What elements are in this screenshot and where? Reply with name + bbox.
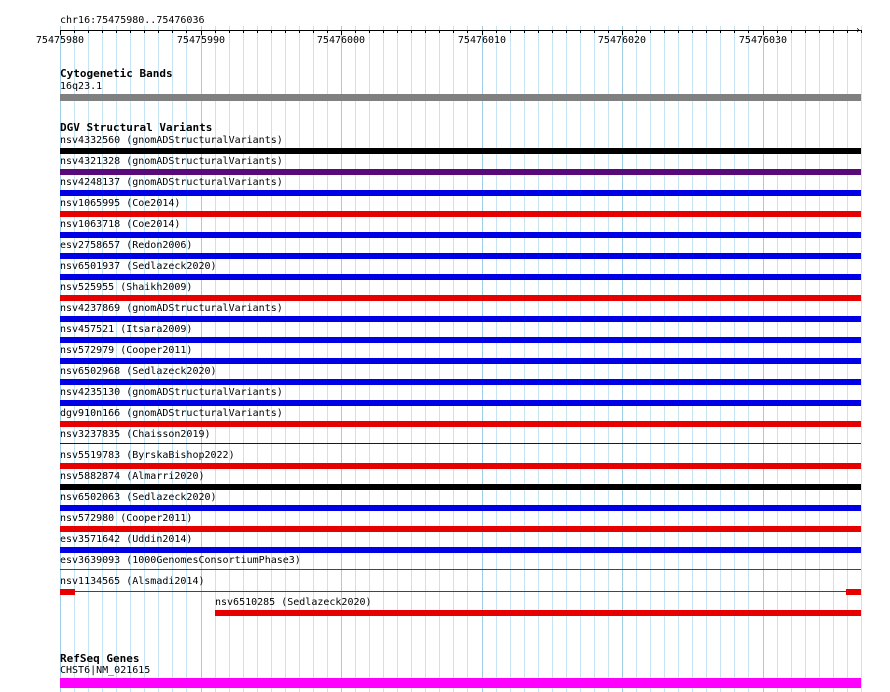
- variant-label: nsv1065995 (Coe2014): [60, 198, 181, 209]
- variant-label: nsv1063718 (Coe2014): [60, 219, 181, 230]
- variant-label: nsv4235130 (gnomADStructuralVariants): [60, 387, 283, 398]
- variant-feature[interactable]: [60, 295, 861, 301]
- ruler-tick: [243, 30, 244, 33]
- ruler-tick: [734, 30, 735, 33]
- tick-label: 75476030: [738, 35, 788, 46]
- tick-label: 75476010: [457, 35, 507, 46]
- variant-label: nsv572979 (Cooper2011): [60, 345, 193, 356]
- variant-feature[interactable]: [60, 400, 861, 406]
- ruler-tick: [144, 30, 145, 33]
- variant-feature[interactable]: [60, 569, 861, 570]
- grid-line: [861, 26, 862, 692]
- variant-feature[interactable]: [60, 358, 861, 364]
- variant-intron-line: [60, 591, 861, 592]
- variant-feature[interactable]: [60, 253, 861, 259]
- ruler-tick: [439, 30, 440, 33]
- variant-label: esv3571642 (Uddin2014): [60, 534, 193, 545]
- ruler-tick: [116, 30, 117, 33]
- ruler-tick: [130, 30, 131, 33]
- ruler-tick: [383, 30, 384, 33]
- ruler-tick: [453, 30, 454, 33]
- ruler-tick: [819, 30, 820, 33]
- cytoband-label: 16q23.1: [60, 81, 103, 92]
- variant-label: nsv4332560 (gnomADStructuralVariants): [60, 135, 283, 146]
- gene-feature[interactable]: [60, 678, 861, 688]
- ruler-tick: [664, 30, 665, 33]
- variant-feature[interactable]: [60, 232, 861, 238]
- ruler-tick: [467, 30, 468, 33]
- ruler-tick: [172, 30, 173, 33]
- ruler-tick: [102, 30, 103, 33]
- ruler-tick: [510, 30, 511, 33]
- ruler-tick: [538, 30, 539, 33]
- ruler-tick: [805, 30, 806, 33]
- ruler-tick: [791, 30, 792, 33]
- ruler-tick: [299, 30, 300, 33]
- variant-feature[interactable]: [60, 443, 861, 444]
- variant-feature[interactable]: [60, 463, 861, 469]
- ruler-tick: [257, 30, 258, 33]
- ruler-tick: [566, 30, 567, 33]
- arrow-right-icon: ›: [855, 25, 862, 36]
- ruler-tick: [425, 30, 426, 33]
- ruler-tick: [186, 30, 187, 33]
- variant-feature[interactable]: [60, 169, 861, 175]
- ruler-tick: [285, 30, 286, 33]
- variant-block[interactable]: [60, 589, 75, 595]
- ruler-tick: [327, 30, 328, 33]
- variant-feature[interactable]: [60, 526, 861, 532]
- ruler-tick: [74, 30, 75, 33]
- variant-label: nsv525955 (Shaikh2009): [60, 282, 193, 293]
- tick-label: 75476000: [316, 35, 366, 46]
- ruler-tick: [271, 30, 272, 33]
- ruler-tick: [594, 30, 595, 33]
- ruler-tick: [355, 30, 356, 33]
- variant-feature[interactable]: [60, 316, 861, 322]
- variant-label: nsv4237869 (gnomADStructuralVariants): [60, 303, 283, 314]
- ruler-tick: [524, 30, 525, 33]
- variant-label: nsv4248137 (gnomADStructuralVariants): [60, 177, 283, 188]
- variant-label: esv2758657 (Redon2006): [60, 240, 193, 251]
- variant-label: nsv457521 (Itsara2009): [60, 324, 193, 335]
- ruler-axis: [60, 30, 861, 31]
- variant-feature[interactable]: [60, 274, 861, 280]
- ruler-tick: [229, 30, 230, 33]
- ruler-tick: [369, 30, 370, 33]
- variant-feature[interactable]: [60, 190, 861, 196]
- refseq-track-title: RefSeq Genes: [60, 652, 140, 665]
- variant-feature[interactable]: [215, 610, 861, 616]
- variant-label: nsv6502063 (Sedlazeck2020): [60, 492, 217, 503]
- variant-block[interactable]: [846, 589, 861, 595]
- variant-label: nsv5882874 (Almarri2020): [60, 471, 205, 482]
- variant-label: esv3639093 (1000GenomesConsortiumPhase3): [60, 555, 301, 566]
- location-label: chr16:75475980..75476036: [60, 15, 205, 26]
- ruler-tick: [748, 30, 749, 33]
- dgv-track-title: DGV Structural Variants: [60, 121, 213, 134]
- variant-feature[interactable]: [60, 337, 861, 343]
- tick-label: 75475980: [35, 35, 85, 46]
- ruler-tick: [692, 30, 693, 33]
- ruler-tick: [580, 30, 581, 33]
- ruler-tick: [496, 30, 497, 33]
- ruler-tick: [397, 30, 398, 33]
- gene-label: CHST6|NM_021615: [60, 665, 151, 676]
- ruler-tick: [215, 30, 216, 33]
- ruler-tick: [847, 30, 848, 33]
- variant-feature[interactable]: [60, 547, 861, 553]
- cytogenetic-bands-title: Cytogenetic Bands: [60, 67, 173, 80]
- ruler-tick: [833, 30, 834, 33]
- ruler-tick: [706, 30, 707, 33]
- ruler-tick: [861, 30, 862, 33]
- cytoband-feature[interactable]: [60, 94, 861, 101]
- ruler-tick: [678, 30, 679, 33]
- variant-label: nsv6510285 (Sedlazeck2020): [215, 597, 372, 608]
- variant-feature[interactable]: [60, 211, 861, 217]
- variant-label: nsv3237835 (Chaisson2019): [60, 429, 211, 440]
- ruler-tick: [777, 30, 778, 33]
- variant-feature[interactable]: [60, 379, 861, 385]
- ruler-tick: [636, 30, 637, 33]
- variant-label: nsv6502968 (Sedlazeck2020): [60, 366, 217, 377]
- variant-label: nsv572980 (Cooper2011): [60, 513, 193, 524]
- ruler-tick: [88, 30, 89, 33]
- ruler-tick: [608, 30, 609, 33]
- variant-feature[interactable]: [60, 484, 861, 490]
- ruler-tick: [313, 30, 314, 33]
- variant-label: dgv910n166 (gnomADStructuralVariants): [60, 408, 283, 419]
- variant-label: nsv4321328 (gnomADStructuralVariants): [60, 156, 283, 167]
- variant-feature[interactable]: [60, 505, 861, 511]
- variant-feature[interactable]: [60, 421, 861, 427]
- ruler-tick: [411, 30, 412, 33]
- tick-label: 75475990: [176, 35, 226, 46]
- ruler-tick: [720, 30, 721, 33]
- variant-label: nsv6501937 (Sedlazeck2020): [60, 261, 217, 272]
- ruler-tick: [158, 30, 159, 33]
- variant-label: nsv1134565 (Alsmadi2014): [60, 576, 205, 587]
- coordinate-ruler[interactable]: [0, 0, 890, 50]
- variant-label: nsv5519783 (ByrskaBishop2022): [60, 450, 235, 461]
- variant-feature[interactable]: [60, 148, 861, 154]
- ruler-tick: [650, 30, 651, 33]
- tick-label: 75476020: [597, 35, 647, 46]
- ruler-tick: [552, 30, 553, 33]
